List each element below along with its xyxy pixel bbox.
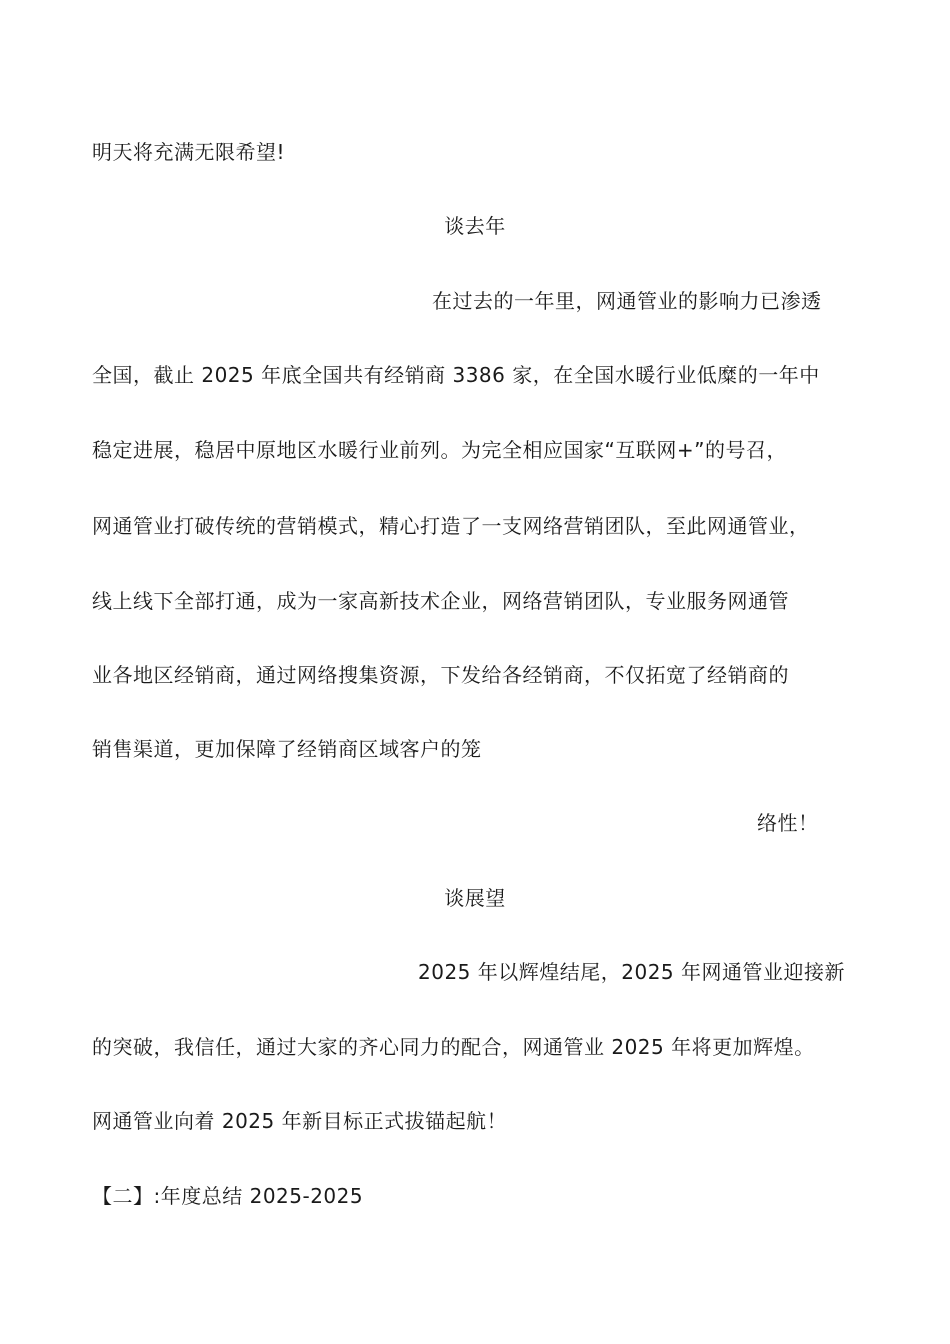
paragraph-line: 业各地区经销商，通过网络搜集资源，下发给各经销商，不仅拓宽了经销商的 <box>92 663 789 687</box>
section-heading-last-year: 谈去年 <box>444 214 506 238</box>
paragraph-line: 网通管业向着 2025 年新目标正式拔锚起航！ <box>92 1109 508 1133</box>
paragraph-line: 全国，截止 2025 年底全国共有经销商 3386 家，在全国水暖行业低糜的一年中 <box>92 363 820 387</box>
paragraph-line: 销售渠道，更加保障了经销商区域客户的笼 <box>92 737 482 761</box>
opening-line: 明天将充满无限希望! <box>92 140 286 164</box>
section-heading-outlook: 谈展望 <box>444 886 506 910</box>
paragraph-line: 2025 年以辉煌结尾，2025 年网通管业迎接新 <box>418 960 846 984</box>
next-section-title: 【二】:年度总结 2025-2025 <box>92 1184 364 1208</box>
paragraph-line: 网通管业打破传统的营销模式，精心打造了一支网络营销团队，至此网通管业， <box>92 514 810 538</box>
paragraph-line: 稳定进展，稳居中原地区水暖行业前列。为完全相应国家“互联网+”的号召， <box>92 438 787 462</box>
paragraph-line: 线上线下全部打通，成为一家高新技术企业，网络营销团队，专业服务网通管 <box>92 589 789 613</box>
paragraph-line: 的突破，我信任，通过大家的齐心同力的配合，网通管业 2025 年将更加辉煌。 <box>92 1035 815 1059</box>
paragraph-line: 在过去的一年里，网通管业的影响力已渗透 <box>432 289 822 313</box>
paragraph-line: 络性！ <box>757 811 819 835</box>
